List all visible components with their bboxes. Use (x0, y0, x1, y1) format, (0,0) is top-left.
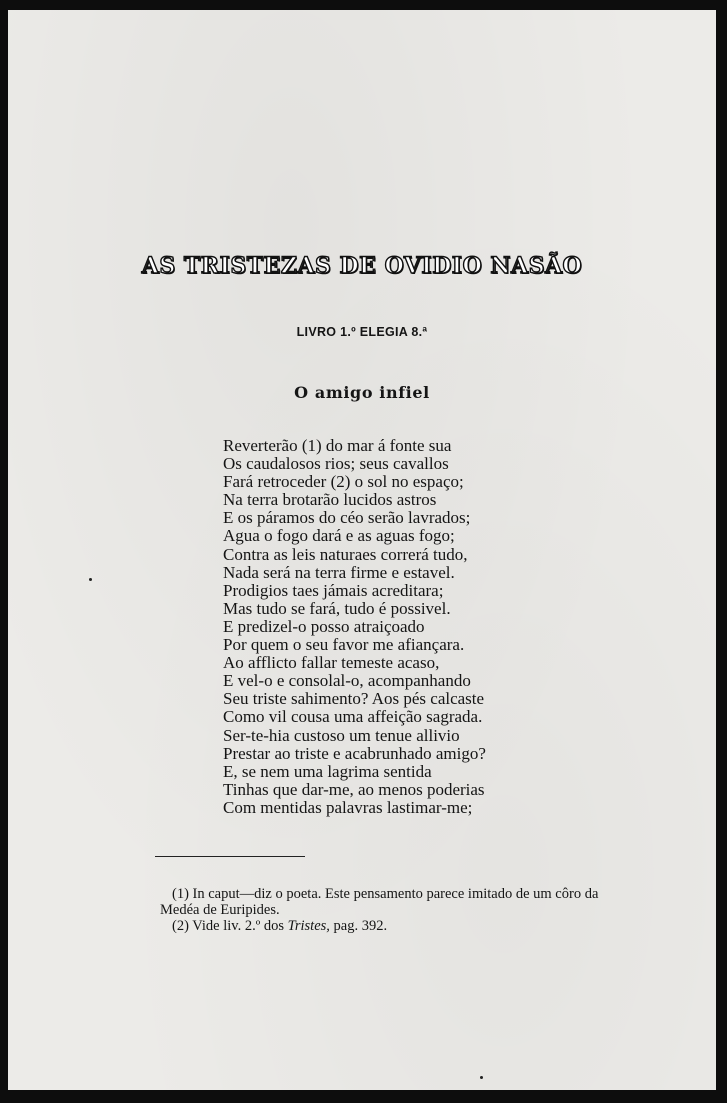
poem-line: Por quem o seu favor me afiançara. (223, 635, 465, 655)
footnote-2 (160, 918, 640, 934)
footnotes (160, 886, 640, 934)
poem-line: Prodigios taes jámais acreditara; (223, 580, 444, 600)
poem-line: E os páramos do céo serão lavrados; (223, 508, 471, 528)
footnote-2-italic: Tristes, (287, 918, 330, 934)
poem-line: Nada será na terra firme e estavel. (223, 562, 455, 582)
poem-body (223, 437, 486, 817)
poem-line: Contra as leis naturaes correrá tudo, (223, 544, 468, 564)
poem-line: Na terra brotarão lucidos astros (223, 490, 437, 510)
poem-line: Seu triste sahimento? Aos pés calcaste (223, 689, 485, 709)
poem-line: E predizel-o posso atraiçoado (223, 616, 425, 636)
ink-speck (89, 578, 92, 581)
footnote-2-page: pag. 392. (329, 918, 388, 934)
document-page (8, 10, 716, 1090)
poem-line: Ser-te-hia custoso um tenue allivio (223, 725, 460, 745)
poem-line: Agua o fogo dará e as aguas fogo; (223, 526, 455, 546)
poem-line: Reverterão (1) do mar á fonte sua (223, 436, 452, 455)
footnote-2-text: (2) Vide liv. 2.º dos (172, 918, 288, 934)
poem-subtitle: O amigo infiel (294, 383, 430, 402)
poem-line: Fará retroceder (2) o sol no espaço; (223, 472, 464, 492)
poem-line: Mas tudo se fará, tudo é possivel. (223, 598, 451, 618)
book-heading: LIVRO 1.º ELEGIA 8.ª (296, 325, 428, 339)
poem-line: Com mentidas palavras lastimar-me; (223, 797, 473, 817)
poem-line: Prestar ao triste e acabrunhado amigo? (223, 743, 486, 763)
page-title: AS TRISTEZAS DE OVIDIO NASÃO (141, 253, 583, 279)
poem-line: Tinhas que dar-me, ao menos poderias (223, 779, 485, 799)
poem-line: E vel-o e consolal-o, acompanhando (223, 671, 471, 691)
footnote-divider (155, 856, 305, 857)
poem-line: Ao afflicto fallar temeste acaso, (223, 653, 440, 673)
poem-line: Os caudalosos rios; seus cavallos (223, 454, 449, 474)
footnote-1: (1) In caput—diz o poeta. Este pensamento parece imitado de um côro da Medéa de Euripides. (160, 886, 599, 918)
poem-line: Como vil cousa uma affeição sagrada. (223, 707, 483, 727)
poem-line: E, se nem uma lagrima sentida (223, 761, 432, 781)
ink-speck (480, 1076, 483, 1079)
